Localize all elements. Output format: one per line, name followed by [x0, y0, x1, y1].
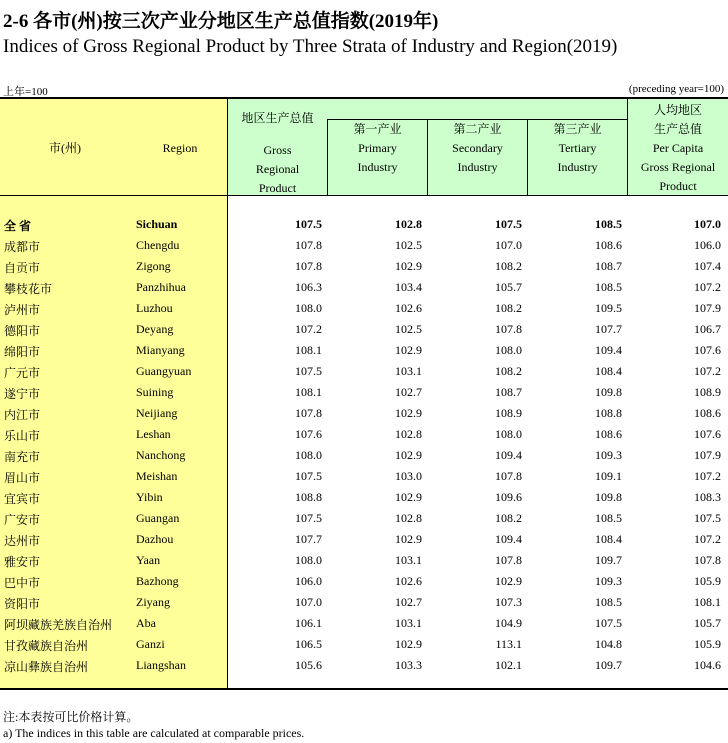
cell-tertiary: 104.8	[595, 637, 622, 651]
cell-percap: 105.9	[694, 574, 721, 588]
cell-percap: 107.2	[694, 532, 721, 546]
cell-percap: 105.9	[694, 637, 721, 651]
cell-grp: 106.3	[295, 280, 322, 294]
cell-tertiary: 108.7	[595, 259, 622, 273]
cell-secondary: 108.0	[495, 427, 522, 441]
cell-secondary: 107.8	[495, 322, 522, 336]
cell-grp: 107.5	[295, 364, 322, 378]
cell-tertiary: 107.7	[595, 322, 622, 336]
table-row	[0, 550, 728, 571]
cell-cn: 眉山市	[4, 471, 41, 485]
cell-grp: 108.0	[295, 448, 322, 462]
cell-primary: 102.6	[395, 574, 422, 588]
cell-en: Luzhou	[136, 301, 173, 315]
cell-grp: 107.7	[295, 532, 322, 546]
table-row	[0, 424, 728, 445]
cell-cn: 南充市	[4, 450, 41, 464]
cell-cn: 乐山市	[4, 429, 41, 443]
cell-en: Ziyang	[136, 595, 170, 609]
cell-tertiary: 109.1	[595, 469, 622, 483]
cell-en: Bazhong	[136, 574, 179, 588]
footnote-en: a) The indices in this table are calculated at comparable prices.	[3, 726, 305, 740]
cell-cn: 遂宁市	[4, 387, 41, 401]
cell-cn: 凉山彝族自治州	[4, 660, 89, 674]
cell-secondary: 109.4	[495, 532, 522, 546]
cell-grp: 108.1	[295, 385, 322, 399]
cell-secondary: 109.6	[495, 490, 522, 504]
cell-primary: 102.9	[395, 532, 422, 546]
cell-cn: 德阳市	[4, 324, 41, 338]
cell-grp: 106.1	[295, 616, 322, 630]
cell-tertiary: 108.4	[595, 364, 622, 378]
cell-tertiary: 108.5	[595, 217, 622, 231]
cell-percap: 106.0	[694, 238, 721, 252]
table-row	[0, 634, 728, 655]
data-table	[0, 97, 728, 690]
table-row	[0, 592, 728, 613]
cell-secondary: 113.1	[495, 637, 522, 651]
cell-en: Dazhou	[136, 532, 174, 546]
cell-en: Neijiang	[136, 406, 178, 420]
cell-grp: 107.8	[295, 238, 322, 252]
cell-primary: 103.3	[395, 658, 422, 672]
cell-primary: 103.1	[395, 616, 422, 630]
cell-primary: 103.4	[395, 280, 422, 294]
cell-secondary: 108.2	[495, 259, 522, 273]
cell-cn: 泸州市	[4, 303, 41, 317]
cell-secondary: 108.0	[495, 343, 522, 357]
table-row	[0, 403, 728, 424]
cell-cn: 阿坝藏族羌族自治州	[4, 618, 113, 632]
cell-percap: 108.3	[694, 490, 721, 504]
cell-en: Liangshan	[136, 658, 186, 672]
cell-en: Meishan	[136, 469, 178, 483]
cell-primary: 102.9	[395, 259, 422, 273]
table-row	[0, 571, 728, 592]
cell-grp: 107.5	[295, 511, 322, 525]
cell-primary: 102.5	[395, 322, 422, 336]
cell-tertiary: 109.3	[595, 574, 622, 588]
cell-tertiary: 109.5	[595, 301, 622, 315]
cell-primary: 102.9	[395, 490, 422, 504]
cell-primary: 103.0	[395, 469, 422, 483]
cell-tertiary: 109.7	[595, 658, 622, 672]
cell-percap: 107.9	[694, 301, 721, 315]
cell-percap: 108.1	[694, 595, 721, 609]
cell-secondary: 109.4	[495, 448, 522, 462]
cell-percap: 107.5	[694, 511, 721, 525]
cell-cn: 成都市	[4, 240, 41, 254]
cell-primary: 103.1	[395, 364, 422, 378]
cell-grp: 108.0	[295, 553, 322, 567]
cell-en: Deyang	[136, 322, 174, 336]
cell-primary: 102.9	[395, 637, 422, 651]
table-row	[0, 361, 728, 382]
cell-secondary: 108.9	[495, 406, 522, 420]
cell-cn: 内江市	[4, 408, 41, 422]
table-row	[0, 655, 728, 676]
cell-grp: 106.0	[295, 574, 322, 588]
header-per-capita: 人均地区 生产总值 Per Capita Gross Regional Product	[640, 103, 716, 193]
cell-percap: 107.2	[694, 364, 721, 378]
cell-secondary: 102.1	[495, 658, 522, 672]
cell-cn: 资阳市	[4, 597, 41, 611]
header-grp: 地区生产总值 Gross Regional Product	[241, 111, 314, 195]
cell-secondary: 102.9	[495, 574, 522, 588]
cell-secondary: 107.8	[495, 469, 522, 483]
cell-secondary: 107.3	[495, 595, 522, 609]
cell-en: Zigong	[136, 259, 171, 273]
cell-grp: 105.6	[295, 658, 322, 672]
cell-en: Aba	[136, 616, 156, 630]
cell-percap: 107.2	[694, 469, 721, 483]
cell-percap: 107.6	[694, 427, 721, 441]
table-row	[0, 277, 728, 298]
unit-note-cn: 上年=100	[3, 86, 48, 98]
cell-en: Yibin	[136, 490, 163, 504]
cell-primary: 102.9	[395, 343, 422, 357]
cell-en: Nanchong	[136, 448, 186, 462]
cell-secondary: 105.7	[495, 280, 522, 294]
cell-percap: 107.2	[694, 280, 721, 294]
header-primary: 第一产业 Primary Industry	[353, 122, 402, 174]
cell-grp: 107.8	[295, 259, 322, 273]
cell-tertiary: 107.5	[595, 616, 622, 630]
cell-en: Mianyang	[136, 343, 185, 357]
cell-grp: 107.5	[295, 217, 322, 231]
cell-primary: 103.1	[395, 553, 422, 567]
header-secondary: 第二产业 Secondary Industry	[452, 122, 503, 174]
cell-cn: 攀枝花市	[4, 282, 53, 296]
cell-grp: 106.5	[295, 637, 322, 651]
table-row	[0, 214, 728, 235]
cell-percap: 105.7	[694, 616, 721, 630]
cell-tertiary: 109.7	[595, 553, 622, 567]
table-row	[0, 529, 728, 550]
cell-grp: 108.8	[295, 490, 322, 504]
cell-primary: 102.8	[395, 217, 422, 231]
header-city-cn: 市(州)	[49, 141, 81, 155]
cell-tertiary: 108.5	[595, 280, 622, 294]
cell-en: Guangan	[136, 511, 180, 525]
cell-primary: 102.7	[395, 595, 422, 609]
cell-en: Suining	[136, 385, 174, 399]
table-row	[0, 235, 728, 256]
table-row	[0, 340, 728, 361]
cell-percap: 107.8	[694, 553, 721, 567]
table-row	[0, 466, 728, 487]
cell-percap: 108.6	[694, 406, 721, 420]
cell-tertiary: 108.5	[595, 511, 622, 525]
cell-percap: 106.7	[694, 322, 721, 336]
cell-primary: 102.8	[395, 427, 422, 441]
cell-secondary: 108.2	[495, 511, 522, 525]
unit-note-en: (preceding year=100)	[628, 83, 724, 95]
cell-secondary: 107.0	[495, 238, 522, 252]
table-row	[0, 445, 728, 466]
cell-cn: 广元市	[4, 366, 41, 380]
cell-cn: 甘孜藏族自治州	[4, 639, 89, 653]
cell-tertiary: 109.8	[595, 490, 622, 504]
cell-grp: 107.5	[295, 469, 322, 483]
cell-tertiary: 109.8	[595, 385, 622, 399]
cell-grp: 107.8	[295, 406, 322, 420]
cell-percap: 104.6	[694, 658, 721, 672]
cell-cn: 雅安市	[4, 555, 41, 569]
cell-primary: 102.9	[395, 406, 422, 420]
cell-grp: 107.2	[295, 322, 322, 336]
cell-primary: 102.7	[395, 385, 422, 399]
table-title-en: Indices of Gross Regional Product by Three Strata of Industry and Region(2019)	[3, 36, 618, 57]
cell-secondary: 108.2	[495, 364, 522, 378]
cell-primary: 102.9	[395, 448, 422, 462]
cell-percap: 108.9	[694, 385, 721, 399]
table-row	[0, 298, 728, 319]
cell-tertiary: 108.6	[595, 238, 622, 252]
header-tertiary: 第三产业 Tertiary Industry	[553, 122, 602, 174]
cell-tertiary: 108.4	[595, 532, 622, 546]
cell-cn: 巴中市	[4, 576, 41, 590]
cell-tertiary: 109.4	[595, 343, 622, 357]
cell-percap: 107.0	[694, 217, 721, 231]
cell-secondary: 108.2	[495, 301, 522, 315]
cell-cn: 自贡市	[4, 261, 41, 275]
cell-cn: 宜宾市	[4, 492, 41, 506]
cell-tertiary: 108.5	[595, 595, 622, 609]
cell-primary: 102.5	[395, 238, 422, 252]
cell-secondary: 108.7	[495, 385, 522, 399]
table-row	[0, 382, 728, 403]
table-row	[0, 613, 728, 634]
cell-en: Chengdu	[136, 238, 180, 252]
cell-secondary: 107.5	[495, 217, 522, 231]
cell-en: Ganzi	[136, 637, 165, 651]
cell-percap: 107.9	[694, 448, 721, 462]
cell-en: Leshan	[136, 427, 171, 441]
cell-percap: 107.6	[694, 343, 721, 357]
header-bottom-rule	[0, 195, 728, 196]
cell-cn: 绵阳市	[4, 345, 41, 359]
table-row	[0, 319, 728, 340]
cell-grp: 108.1	[295, 343, 322, 357]
cell-secondary: 107.8	[495, 553, 522, 567]
cell-tertiary: 108.8	[595, 406, 622, 420]
cell-tertiary: 108.6	[595, 427, 622, 441]
cell-primary: 102.8	[395, 511, 422, 525]
table-title-cn: 2-6 各市(州)按三次产业分地区生产总值指数(2019年)	[3, 11, 439, 32]
cell-en: Guangyuan	[136, 364, 192, 378]
cell-tertiary: 109.3	[595, 448, 622, 462]
table-row	[0, 487, 728, 508]
cell-cn: 全 省	[4, 219, 32, 233]
cell-grp: 107.0	[295, 595, 322, 609]
cell-percap: 107.4	[694, 259, 721, 273]
cell-cn: 达州市	[4, 534, 41, 548]
cell-en: Yaan	[136, 553, 161, 567]
footnote-cn: 注:本表按可比价格计算。	[3, 710, 139, 724]
cell-secondary: 104.9	[495, 616, 522, 630]
cell-cn: 广安市	[4, 513, 41, 527]
cell-en: Sichuan	[136, 217, 178, 231]
cell-en: Panzhihua	[136, 280, 186, 294]
header-region-en: Region	[162, 141, 198, 155]
table-row	[0, 508, 728, 529]
table-row	[0, 256, 728, 277]
cell-grp: 108.0	[295, 301, 322, 315]
cell-grp: 107.6	[295, 427, 322, 441]
cell-primary: 102.6	[395, 301, 422, 315]
